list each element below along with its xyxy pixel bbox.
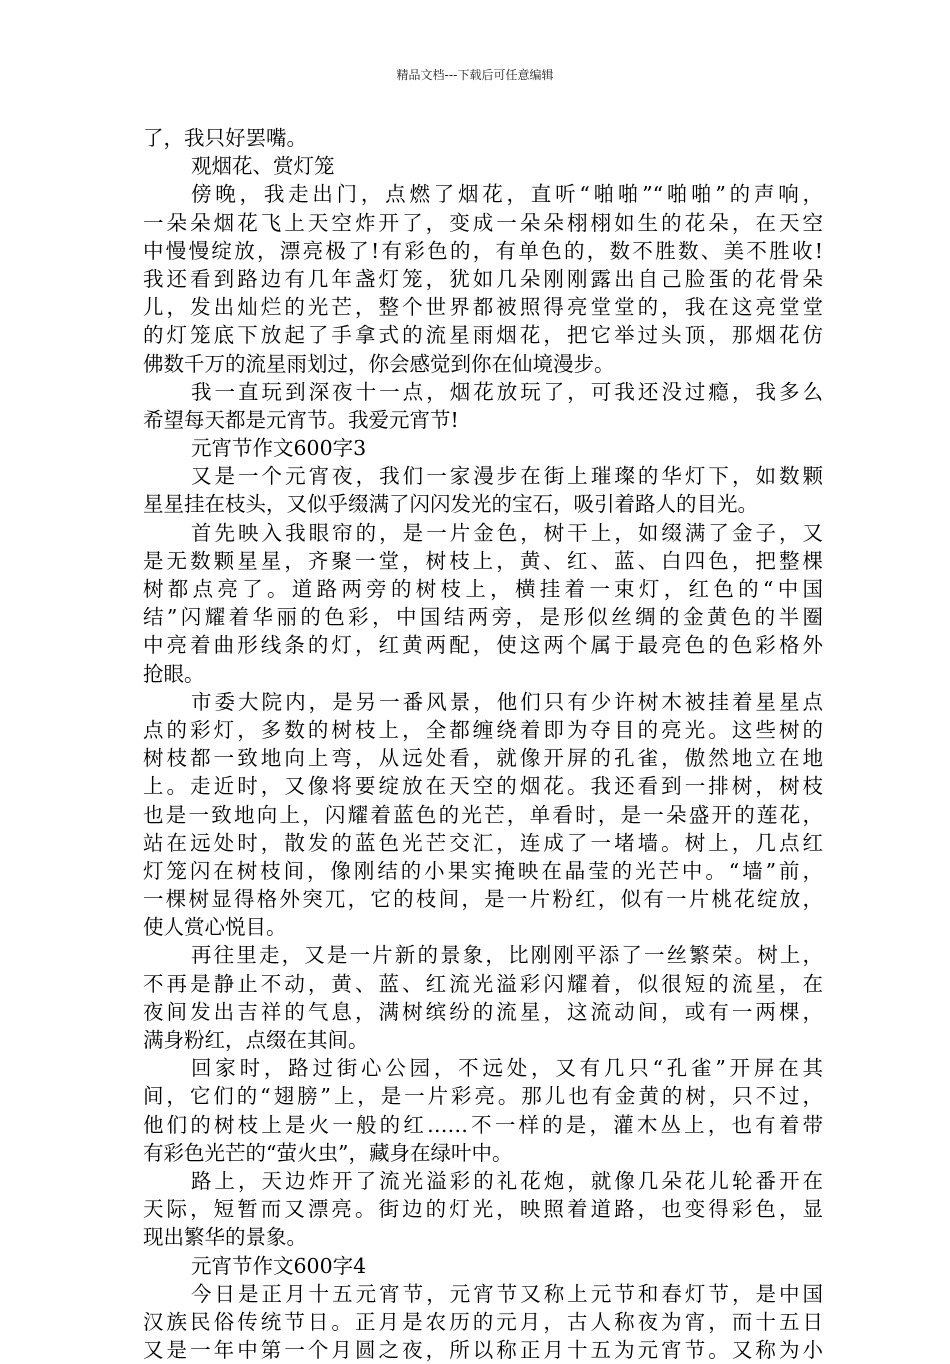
text-line: 抢眼。 xyxy=(143,661,205,686)
text-line: 一朵朵烟花飞上天空炸开了，变成一朵朵栩栩如生的花朵，在天空 xyxy=(143,210,823,235)
text-line: 观烟花、赏灯笼 xyxy=(191,154,335,179)
text-line: 希望每天都是元宵节。我爱元宵节! xyxy=(143,407,459,432)
text-line: 汉族民俗传统节日。正月是农历的元月，古人称夜为宵，而十五日 xyxy=(143,1309,823,1334)
text-line: 了，我只好罢嘴。 xyxy=(143,126,307,150)
text-line: 佛数千万的流星雨划过，你会感觉到你在仙境漫步。 xyxy=(143,351,615,376)
text-line: 我一直玩到深夜十一点，烟花放玩了，可我还没过瘾，我多么 xyxy=(191,379,823,404)
text-line: 是无数颗星星，齐聚一堂，树枝上，黄、红、蓝、白四色，把整棵 xyxy=(143,548,823,573)
text-line: 夜间发出吉祥的气息，满树缤纷的流星，这流动间，或有一两棵， xyxy=(143,999,823,1024)
text-line: 有彩色光芒的“萤火虫”，藏身在绿叶中。 xyxy=(143,1140,513,1165)
text-line: 星星挂在枝头，又似乎缀满了闪闪发光的宝石，吸引着路人的目光。 xyxy=(143,492,758,517)
text-line: 也是一致地向上，闪耀着蓝色的光芒，单看时，是一朵盛开的莲花， xyxy=(143,802,823,827)
text-line: 树都点亮了。道路两旁的树枝上，横挂着一束灯，红色的“中国 xyxy=(143,577,823,601)
text-line: 点的彩灯，多数的树枝上，全都缠绕着即为夺目的亮光。这些树的 xyxy=(143,717,823,742)
text-line: 中亮着曲形线条的灯，红黄两配，使这两个属于最亮色的色彩格外 xyxy=(143,633,823,658)
text-line: 又是一个元宵夜，我们一家漫步在街上璀璨的华灯下，如数颗 xyxy=(191,464,823,489)
text-line: 回家时，路过街心公园，不远处，又有几只“孔雀”开屏在其 xyxy=(191,1056,823,1081)
text-line: 结”闪耀着华丽的色彩，中国结两旁，是形似丝绸的金黄色的半圈 xyxy=(143,605,823,630)
text-line: 元宵节作文600字4 xyxy=(191,1253,367,1278)
text-line: 路上，天边炸开了流光溢彩的礼花炮，就像几朵花儿轮番开在 xyxy=(191,1168,823,1193)
document-body xyxy=(143,124,823,1364)
text-line: 树枝都一致地向上弯，从远处看，就像开屏的孔雀，傲然地立在地 xyxy=(143,746,823,771)
text-line: 儿，发出灿烂的光芒，整个世界都被照得亮堂堂的，我在这亮堂堂 xyxy=(143,295,823,320)
text-line: 一棵树显得格外突兀，它的枝间，是一片粉红，似有一片桃花绽放， xyxy=(143,887,823,912)
text-line: 元宵节作文600字3 xyxy=(191,436,367,461)
text-line: 市委大院内，是另一番风景，他们只有少许树木被挂着星星点 xyxy=(191,689,823,714)
text-line: 的灯笼底下放起了手拿式的流星雨烟花，把它举过头顶，那烟花仿 xyxy=(143,323,823,348)
text-line: 傍晚，我走出门，点燃了烟花，直听“啪啪”“啪啪”的声响， xyxy=(191,182,823,207)
text-line: 间，它们的“翅膀”上，是一片彩亮。那儿也有金黄的树，只不过， xyxy=(143,1084,823,1109)
text-line: 使人赏心悦目。 xyxy=(143,915,287,940)
text-line: 站在远处时，散发的蓝色光芒交汇，连成了一堵墙。树上，几点红 xyxy=(143,830,823,855)
text-line: 满身粉红，点缀在其间。 xyxy=(143,1028,369,1052)
text-line: 灯笼闪在树枝间，像刚结的小果实掩映在晶莹的光芒中。“墙”前， xyxy=(143,858,823,883)
text-line: 上。走近时，又像将要绽放在天空的烟花。我还看到一排树，树枝 xyxy=(143,774,823,799)
text-line: 又是一年中第一个月圆之夜，所以称正月十五为元宵节。又称为小 xyxy=(143,1338,823,1363)
text-line: 首先映入我眼帘的，是一片金色，树干上，如缀满了金子，又 xyxy=(191,520,823,545)
page-header: 精品文档---下载后可任意编辑 xyxy=(396,68,554,82)
text-line: 天际，短暂而又漂亮。街边的灯光，映照着道路，也变得彩色，显 xyxy=(143,1197,823,1222)
text-line: 他们的树枝上是火一般的红……不一样的是，灌木丛上，也有着带 xyxy=(143,1112,823,1137)
text-line: 不再是静止不动，黄、蓝、红流光溢彩闪耀着，似很短的流星，在 xyxy=(143,971,823,996)
text-line: 我还看到路边有几年盏灯笼，犹如几朵刚刚露出自己脸蛋的花骨朵 xyxy=(143,266,823,291)
text-line: 今日是正月十五元宵节，元宵节又称上元节和春灯节，是中国 xyxy=(191,1281,823,1306)
text-line: 现出繁华的景象。 xyxy=(143,1225,307,1250)
text-line: 再往里走，又是一片新的景象，比刚刚平添了一丝繁荣。树上， xyxy=(191,943,823,968)
text-line: 中慢慢绽放，漂亮极了!有彩色的，有单色的，数不胜数、美不胜收! xyxy=(143,238,823,263)
